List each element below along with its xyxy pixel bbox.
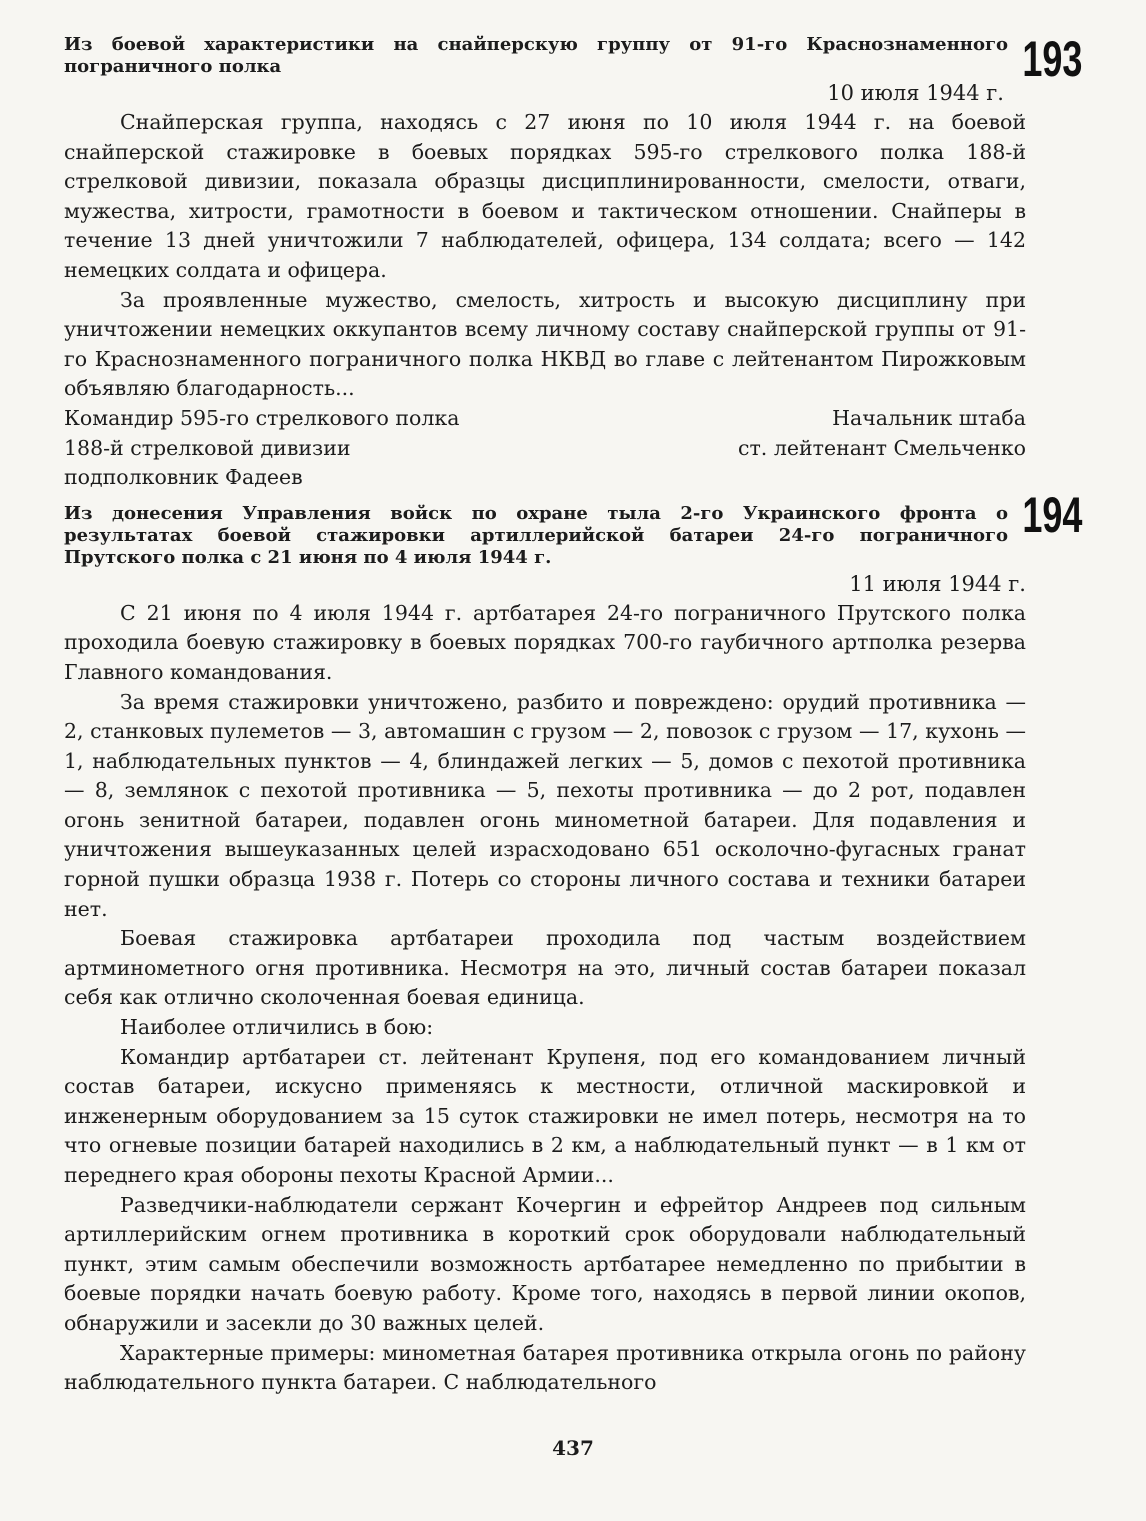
page-number: 437	[552, 1436, 594, 1460]
document-number-193: 193	[1021, 31, 1082, 87]
document-193	[64, 34, 1026, 493]
signature-line: 188-й стрелковой дивизии	[64, 435, 351, 460]
paragraph: Командир артбатареи ст. лейтенант Крупеня, под его командованием личный состав батареи, искусно применяясь к местности, отличной маскировкой и инженерным оборудованием за 15 суток стажировки не имел потерь, несмотря на то что огневые позиции батарей находились в 2 км, а наблюдательный пункт — в 1 км от переднего края обороны пехоты Красной Армии...	[64, 1044, 1026, 1187]
paragraph: Боевая стажировка артбатареи проходила под частым воздействием артминометного огня противника. Несмотря на это, личный состав батареи показал себя как отлично сколоченная боевая единица.	[64, 926, 1026, 1010]
signature-right	[738, 404, 1026, 493]
paragraph: С 21 июня по 4 июля 1944 г. артбатарея 24-го пограничного Прутского полка проходила боевую стажировку в боевых порядках 700-го гаубичного артполка резерва Главного командования.	[64, 600, 1026, 684]
signature-left	[64, 404, 459, 493]
paragraph: Разведчики-наблюдатели сержант Кочергин и ефрейтор Андреев под сильным артиллерийским огнем противника в короткий срок оборудовали наблюдательный пункт, этим самым обеспечили возможность артбатарее немедленно по прибытии в боевые порядки начать боевую работу. Кроме того, находясь в первой линии окопов, обнаружили и засекли до 30 важных целей.	[64, 1192, 1026, 1335]
document-date: 11 июля 1944 г.	[849, 571, 1026, 596]
document-194	[64, 503, 1026, 1398]
paragraph: Характерные примеры: минометная батарея противника открыла огонь по району наблюдательного пункта батареи. С наблюдательного	[64, 1340, 1026, 1395]
document-heading: Из боевой характеристики на снайперскую группу от 91-го Краснознаменного пограничного полка	[64, 34, 1008, 77]
signature-line: подполковник Фадеев	[64, 465, 303, 490]
signature-line: ст. лейтенант Смельченко	[737, 435, 1026, 460]
signature-block	[64, 404, 1026, 493]
page-body	[64, 34, 1026, 1398]
paragraph: Снайперская группа, находясь с 27 июня по 10 июля 1944 г. на боевой снайперской стажировке в боевых порядках 595-го стрелкового полка 188-й стрелковой дивизии, показала образцы дисциплинированности, смелости, отваги, мужества, хитрости, грамотности в боевом и тактическом отношении. Снайперы в течение 13 дней уничтожили 7 наблюдателей, офицера, 134 солдата; всего — 142 немецких солдата и офицера.	[64, 110, 1026, 282]
document-number-194: 194	[1021, 487, 1082, 543]
document-heading: Из донесения Управления войск по охране тыла 2-го Украинского фронта о результатах боевой стажировки артиллерийской батареи 24-го пограничного Прутского полка с 21 июня по 4 июля 1944 г.	[64, 502, 1008, 568]
paragraph: Наиболее отличились в бою:	[120, 1015, 434, 1040]
signature-line: Командир 595-го стрелкового полка	[64, 405, 460, 430]
document-date: 10 июля 1944 г.	[827, 81, 1004, 105]
signature-line: Начальник штаба	[832, 405, 1026, 430]
paragraph: За время стажировки уничтожено, разбито и повреждено: орудий противника — 2, станковых пулеметов — 3, автомашин с грузом — 2, повозок с грузом — 17, кухонь — 1, наблюдательных пунктов — 4, блиндажей легких — 5, домов с пехотой противника — 8, землянок с пехотой противника — 5, пехоты противника — до 2 рот, подавлен огонь зенитной батареи, подавлен огонь минометной батареи. Для подавления и уничтожения вышеуказанных целей израсходовано 651 осколочно-фугасных гранат горной пушки образца 1938 г. Потерь со стороны личного состава и техники батареи нет.	[64, 689, 1026, 921]
paragraph: За проявленные мужество, смелость, хитрость и высокую дисциплину при уничтожении немецких оккупантов всему личному составу снайперской группы от 91-го Краснознаменного пограничного полка НКВД во главе с лейтенантом Пирожковым объявляю благодарность...	[64, 287, 1026, 401]
